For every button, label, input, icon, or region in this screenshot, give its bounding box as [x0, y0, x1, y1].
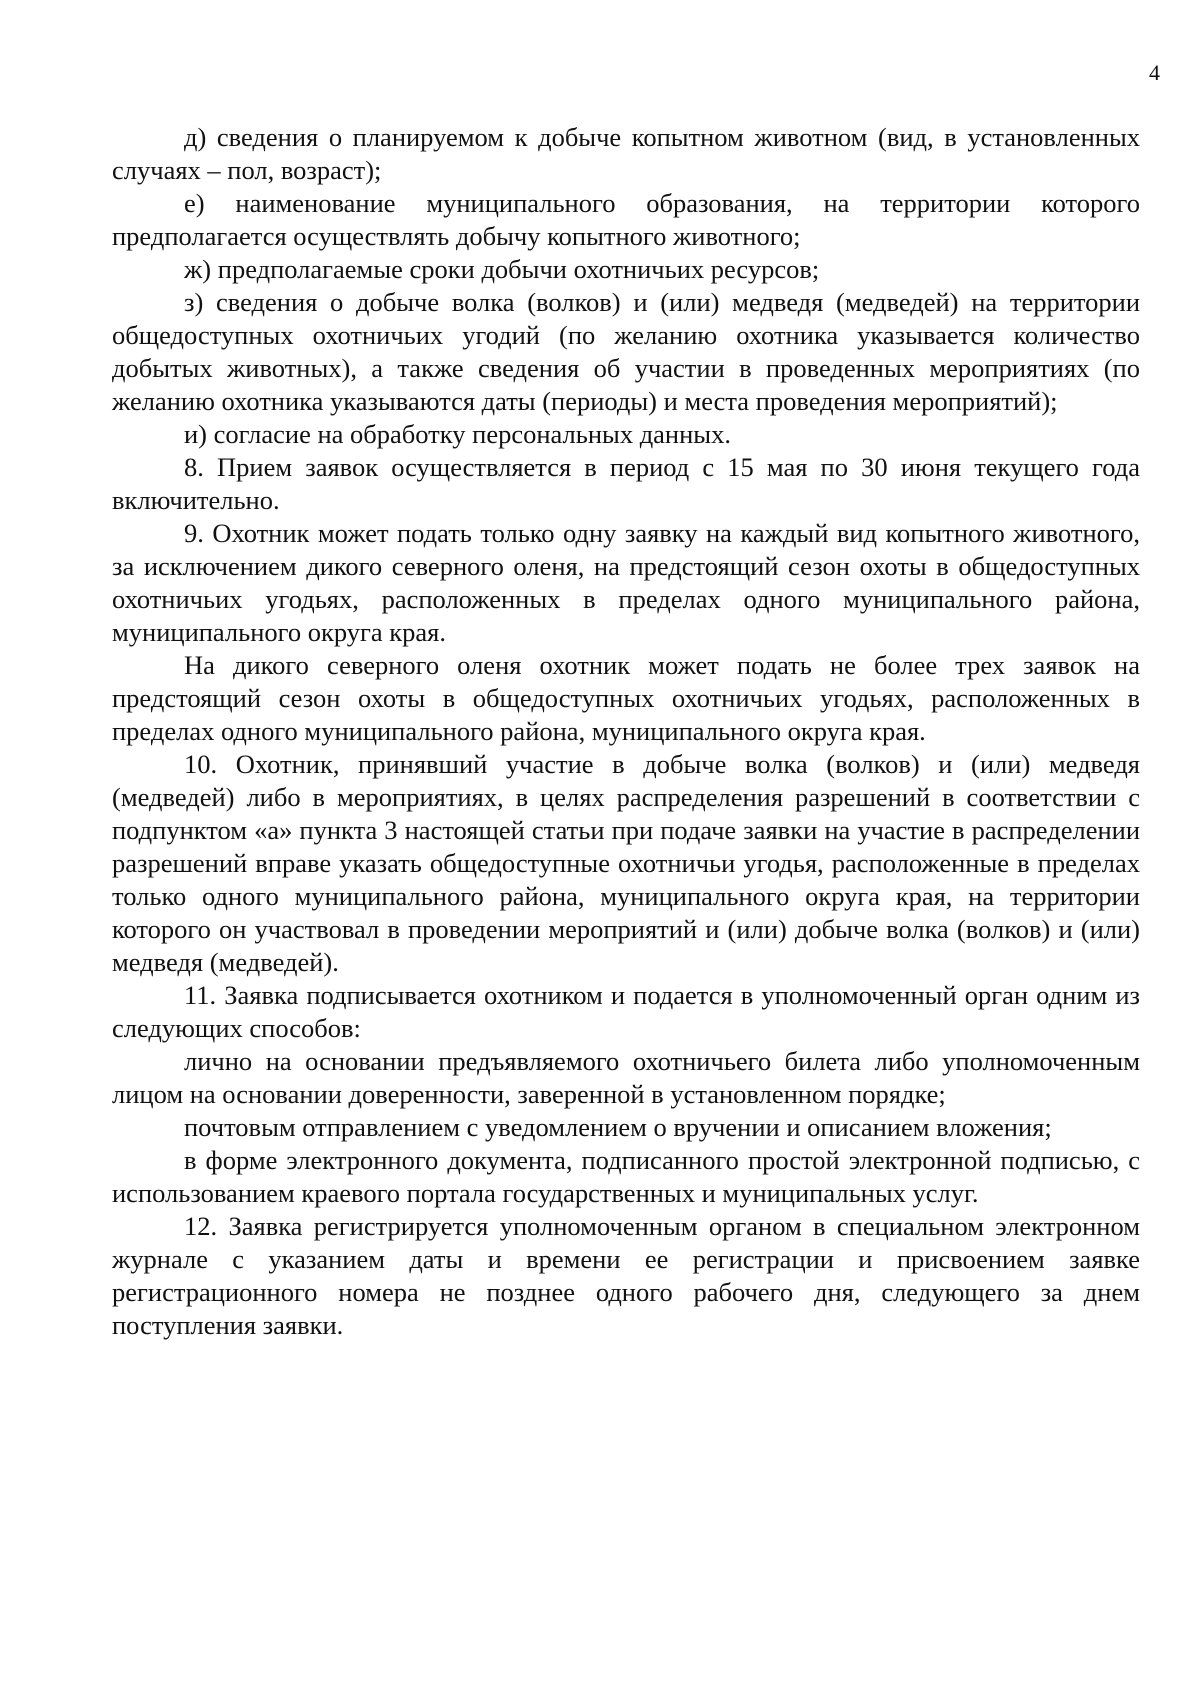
paragraph-item-d: д) сведения о планируемом к добыче копытном животном (вид, в установленных случаях – пол, возраст); — [112, 122, 1140, 185]
paragraph-clause-10: 10. Охотник, принявший участие в добыче волка (волков) и (или) медведя (медведей) либо в мероприятиях, в целях распределения разрешений в соответствии с подпунктом «а» пункта 3 настоящей статьи при подаче заявки на участие в распределении разрешений вправе указать общедоступные охотничьи угодья, расположенные в пределах только одного муниципального района, муниципального округа края, на территории которого он участвовал в проведении мероприятий и (или) добыче волка (волков) и (или) медведя (медведей). — [112, 749, 1140, 977]
paragraph-clause-9-reindeer: На дикого северного оленя охотник может подать не более трех заявок на предстоящий сезон охоты в общедоступных охотничьих угодьях, расположенных в пределах одного муниципального района, муниципального округа края. — [112, 650, 1140, 746]
paragraph-item-z: з) сведения о добыче волка (волков) и (или) медведя (медведей) на территории общедоступных охотничьих угодий (по желанию охотника указывается количество добытых животных), а также сведения об участии в проведенных мероприятиях (по желанию охотника указываются даты (периоды) и места проведения мероприятий); — [112, 287, 1140, 416]
paragraph-method-postal: почтовым отправлением с уведомлением о вручении и описанием вложения; — [184, 1112, 1052, 1142]
paragraph-clause-9: 9. Охотник может подать только одну заявку на каждый вид копытного животного, за исключением дикого северного оленя, на предстоящий сезон охоты в общедоступных охотничьих угодьях, расположенных в пределах одного муниципального района, муниципального округа края. — [112, 518, 1140, 647]
paragraph-clause-12: 12. Заявка регистрируется уполномоченным органом в специальном электронном журнале с указанием даты и времени ее регистрации и присвоением заявке регистрационного номера не позднее одного рабочего дня, следующего за днем поступления заявки. — [112, 1211, 1140, 1340]
paragraph-item-zh: ж) предполагаемые сроки добычи охотничьих ресурсов; — [184, 254, 820, 284]
paragraph-item-e: е) наименование муниципального образования, на территории которого предполагается осуществлять добычу копытного животного; — [112, 188, 1140, 251]
paragraph-method-in-person: лично на основании предъявляемого охотничьего билета либо уполномоченным лицом на основании доверенности, заверенной в установленном порядке; — [112, 1046, 1140, 1109]
paragraph-item-i: и) согласие на обработку персональных данных. — [184, 419, 731, 449]
paragraph-method-electronic: в форме электронного документа, подписанного простой электронной подписью, с использованием краевого портала государственных и муниципальных услуг. — [112, 1145, 1140, 1208]
page-number: 4 — [1149, 60, 1160, 85]
paragraph-clause-8: 8. Прием заявок осуществляется в период с 15 мая по 30 июня текущего года включительно. — [112, 452, 1140, 515]
document-body — [112, 121, 1140, 1342]
paragraph-clause-11: 11. Заявка подписывается охотником и подается в уполномоченный орган одним из следующих способов: — [112, 980, 1140, 1043]
